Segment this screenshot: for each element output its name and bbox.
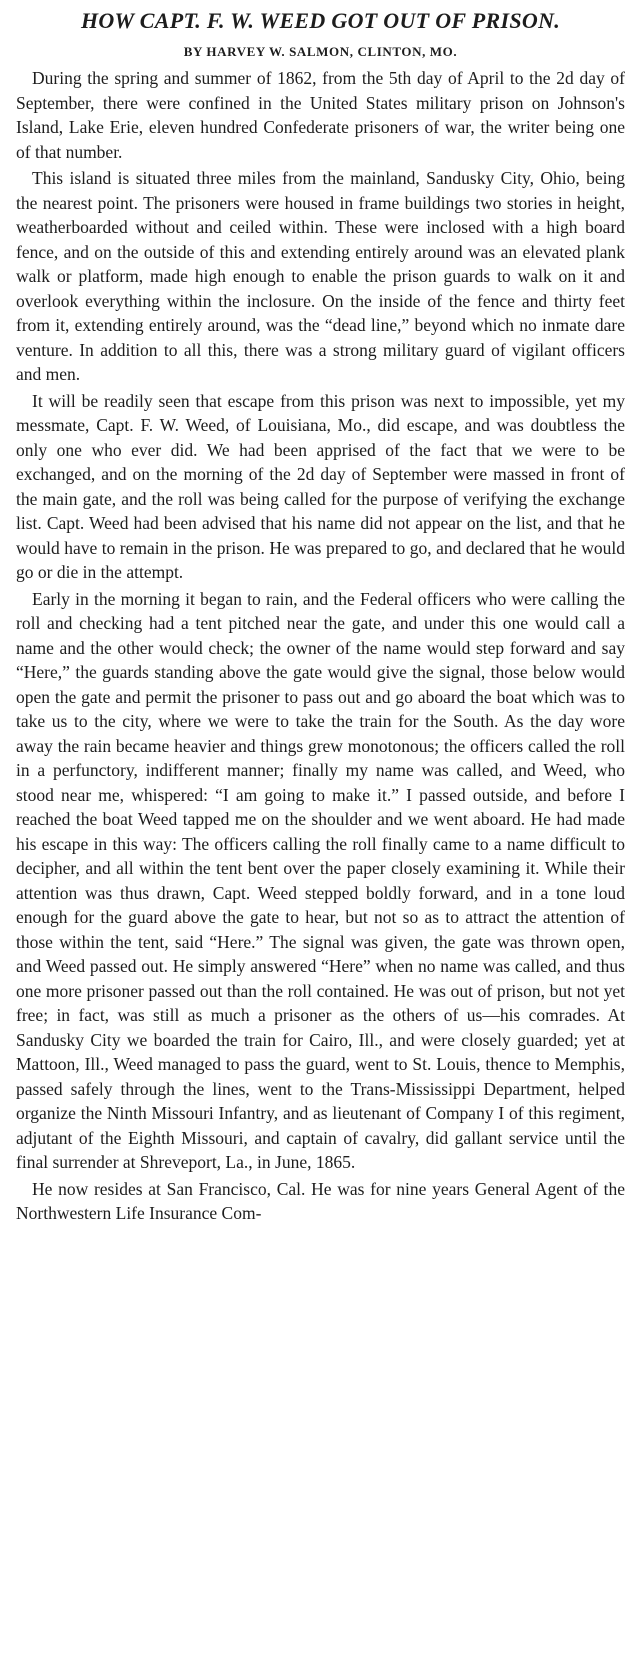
paragraph: During the spring and summer of 1862, from the 5th day of April to the 2d day of September, there were confined in the United States military prison on Johnson's Island, Lake Erie, eleven hundred Confederate prisoners of war, the writer being one of that number. bbox=[16, 68, 625, 162]
paragraph: This island is situated three miles from the mainland, Sandusky City, Ohio, being the nearest point. The prisoners were housed in frame buildings two stories in height, weatherboarded without and ceiled within. These were inclosed with a high board fence, and on the outside of this and extending entirely around was an elevated plank walk or platform, made high enough to enable the prison guards to walk on it and overlook everything within the inclosure. On the inside of the fence and thirty feet from it, extending entirely around, was the “dead line,” beyond which no inmate dare venture. In addition to all this, there was a strong military guard of vigilant officers and men. bbox=[16, 168, 625, 384]
paragraph: It will be readily seen that escape from this prison was next to impossible, yet my messmate, Capt. F. W. Weed, of Louisiana, Mo., did escape, and was doubtless the only one who ever did. We had been apprised of the fact that we were to be exchanged, and on the morning of the 2d day of September were massed in front of the main gate, and the roll was being called for the purpose of verifying the exchange list. Capt. Weed had been advised that his name did not appear on the list, and that he would have to remain in the prison. He was prepared to go, and declared that he would go or die in the attempt. bbox=[16, 390, 625, 582]
article-title: HOW CAPT. F. W. WEED GOT OUT OF PRISON. bbox=[80, 8, 561, 33]
article-byline: BY HARVEY W. SALMON, CLINTON, MO. bbox=[183, 44, 458, 59]
paragraph: Early in the morning it began to rain, and the Federal officers who were calling the roll and checking had a tent pitched near the gate, and under this one would call a name and the other would check; the owner of the name would step forward and say “Here,” the guards standing above the gate would give the signal, those below would open the gate and permit the prisoner to pass out and go aboard the boat which was to take us to the city, where we were to take the train for the South. As the day wore away the rain became heavier and things grew monotonous; the officers called the roll in a perfunctory, indifferent manner; finally my name was called, and Weed, who stood near me, whispered: “I am going to make it.” I passed outside, and before I reached the boat Weed tapped me on the shoulder and we went aboard. He had made his escape in this way: The officers calling the roll finally came to a name difficult to decipher, and all within the tent bent over the paper closely examining it. While their attention was thus drawn, Capt. Weed stepped boldly forward, and in a tone loud enough for the guard above the gate to hear, but not so as to attract the attention of those within the tent, said “Here.” The signal was given, the gate was thrown open, and Weed passed out. He simply answered “Here” when no name was called, and thus one more prisoner passed out than the roll contained. He was out of prison, but not yet free; in fact, was still as much a prisoner as the others of us—his comrades. At Sandusky City we boarded the train for Cairo, Ill., and were closely guarded; yet at Mattoon, Ill., Weed managed to pass the guard, went to St. Louis, thence to Memphis, passed safely through the lines, went to the Trans-Mississippi Department, helped organize the Ninth Missouri Infantry, and as lieutenant of Company I of this regiment, adjutant of the Eighth Missouri, and captain of cavalry, did gallant service until the final surrender at Shreveport, La., in June, 1865. bbox=[16, 588, 625, 1172]
paragraph: He now resides at San Francisco, Cal. He was for nine years General Agent of the Northwestern Life Insurance Com- bbox=[16, 1178, 625, 1223]
